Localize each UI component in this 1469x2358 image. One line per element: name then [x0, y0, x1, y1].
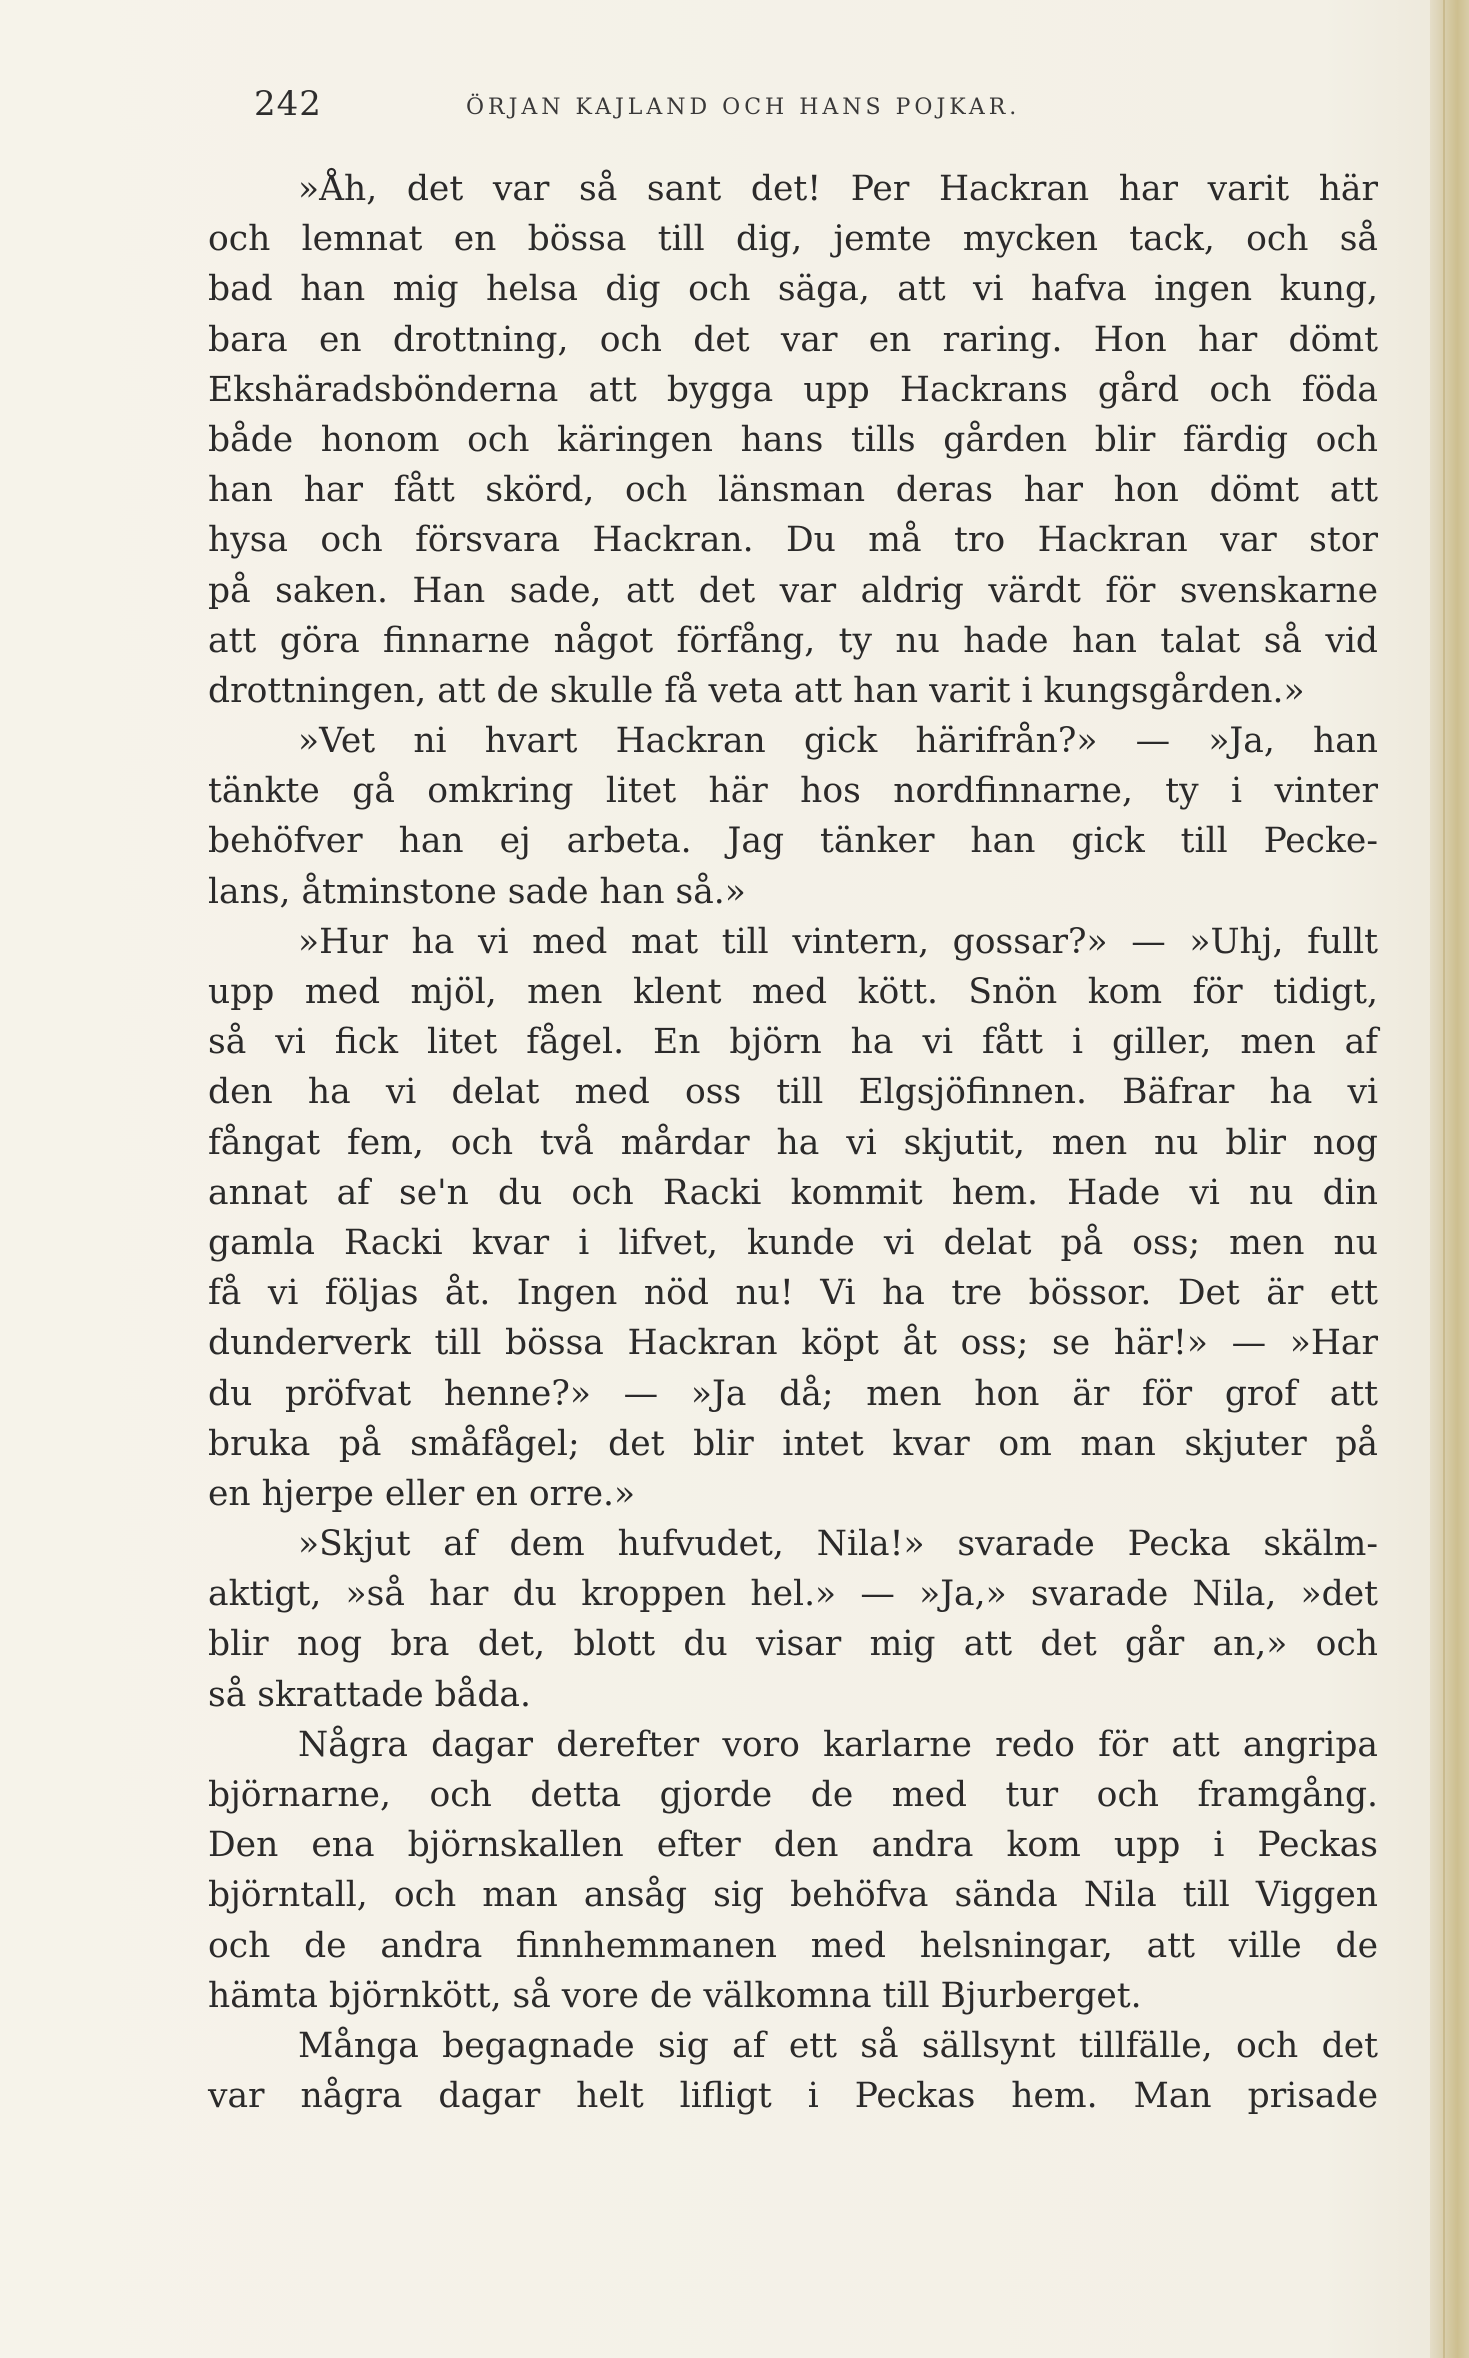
text-line: Några dagar derefter voro karlarne redo för att angripa — [298, 1724, 1378, 1765]
text-line: så vi fick litet fågel. En björn ha vi fått i giller, men af — [208, 1022, 1378, 1063]
page-edge-line — [1443, 0, 1445, 2358]
text-line: han har fått skörd, och länsman deras har hon dömt att — [208, 470, 1378, 511]
text-line: hämta björnkött, så vore de välkomna till Bjurberget. — [208, 1975, 1142, 2016]
text-line: »Skjut af dem hufvudet, Nila!» svarade Pecka skälm- — [298, 1524, 1378, 1565]
text-line: björntall, och man ansåg sig behöfva sända Nila till Viggen — [208, 1875, 1378, 1916]
text-line: en hjerpe eller en orre.» — [208, 1473, 636, 1514]
text-line: både honom och käringen hans tills gården blir färdig och — [208, 419, 1378, 460]
body-text — [208, 164, 1378, 2121]
text-line: så skrattade båda. — [208, 1674, 531, 1715]
page-number: 242 — [254, 84, 322, 124]
text-line: bruka på småfågel; det blir intet kvar om man skjuter på — [208, 1423, 1378, 1464]
text-line: Många begagnade sig af ett så sällsynt tillfälle, och det — [298, 2025, 1378, 2066]
page-header — [254, 84, 1334, 134]
text-line: gamla Racki kvar i lifvet, kunde vi delat på oss; men nu — [208, 1222, 1378, 1263]
text-line: aktigt, »så har du kroppen hel.» — »Ja,» svarade Nila, »det — [208, 1574, 1378, 1615]
text-line: »Hur ha vi med mat till vintern, gossar?» — »Uhj, fullt — [298, 921, 1378, 962]
text-line: fångat fem, och två mårdar ha vi skjutit, men nu blir nog — [208, 1122, 1378, 1163]
text-line: dunderverk till bössa Hackran köpt åt oss; se här!» — »Har — [208, 1323, 1378, 1364]
running-title: ÖRJAN KAJLAND OCH HANS POJKAR. — [466, 95, 1021, 120]
text-line: behöfver han ej arbeta. Jag tänker han gick till Pecke- — [208, 821, 1378, 862]
text-line: Ekshäradsbönderna att bygga upp Hackrans gård och föda — [208, 369, 1378, 410]
text-line: blir nog bra det, blott du visar mig att det går an,» och — [208, 1624, 1378, 1665]
text-line: och de andra finnhemmanen med helsningar, att ville de — [208, 1925, 1378, 1966]
text-line: upp med mjöl, men klent med kött. Snön kom för tidigt, — [208, 972, 1378, 1012]
text-line: bara en drottning, och det var en raring. Hon har dömt — [208, 319, 1378, 360]
text-line: hysa och försvara Hackran. Du må tro Hackran var stor — [208, 520, 1378, 561]
text-line: »Åh, det var så sant det! Per Hackran har varit här — [298, 169, 1378, 209]
page-edge — [1430, 0, 1469, 2358]
text-line: »Vet ni hvart Hackran gick härifrån?» — »Ja, han — [298, 721, 1378, 762]
text-line: bad han mig helsa dig och säga, att vi hafva ingen kung, — [208, 269, 1378, 310]
text-line: lans, åtminstone sade han så.» — [208, 871, 746, 912]
text-line: annat af se'n du och Racki kommit hem. Hade vi nu din — [208, 1172, 1378, 1213]
text-line: att göra finnarne något förfång, ty nu hade han talat så vid — [208, 620, 1378, 661]
text-line: björnarne, och detta gjorde de med tur och framgång. — [208, 1775, 1378, 1815]
text-line: var några dagar helt lifligt i Peckas hem. Man prisade — [208, 2076, 1378, 2117]
text-line: Den ena björnskallen efter den andra kom upp i Peckas — [208, 1825, 1378, 1866]
text-line: på saken. Han sade, att det var aldrig värdt för svenskarne — [208, 570, 1378, 611]
text-line: tänkte gå omkring litet här hos nordfinnarne, ty i vinter — [208, 771, 1378, 812]
text-line: få vi följas åt. Ingen nöd nu! Vi ha tre bössor. Det är ett — [208, 1273, 1378, 1314]
text-line: och lemnat en bössa till dig, jemte mycken tack, och så — [208, 219, 1378, 260]
text-line: du pröfvat henne?» — »Ja då; men hon är för grof att — [208, 1373, 1378, 1414]
text-line: drottningen, att de skulle få veta att han varit i kungsgården.» — [208, 670, 1305, 711]
text-line: den ha vi delat med oss till Elgsjöfinnen. Bäfrar ha vi — [208, 1072, 1378, 1113]
